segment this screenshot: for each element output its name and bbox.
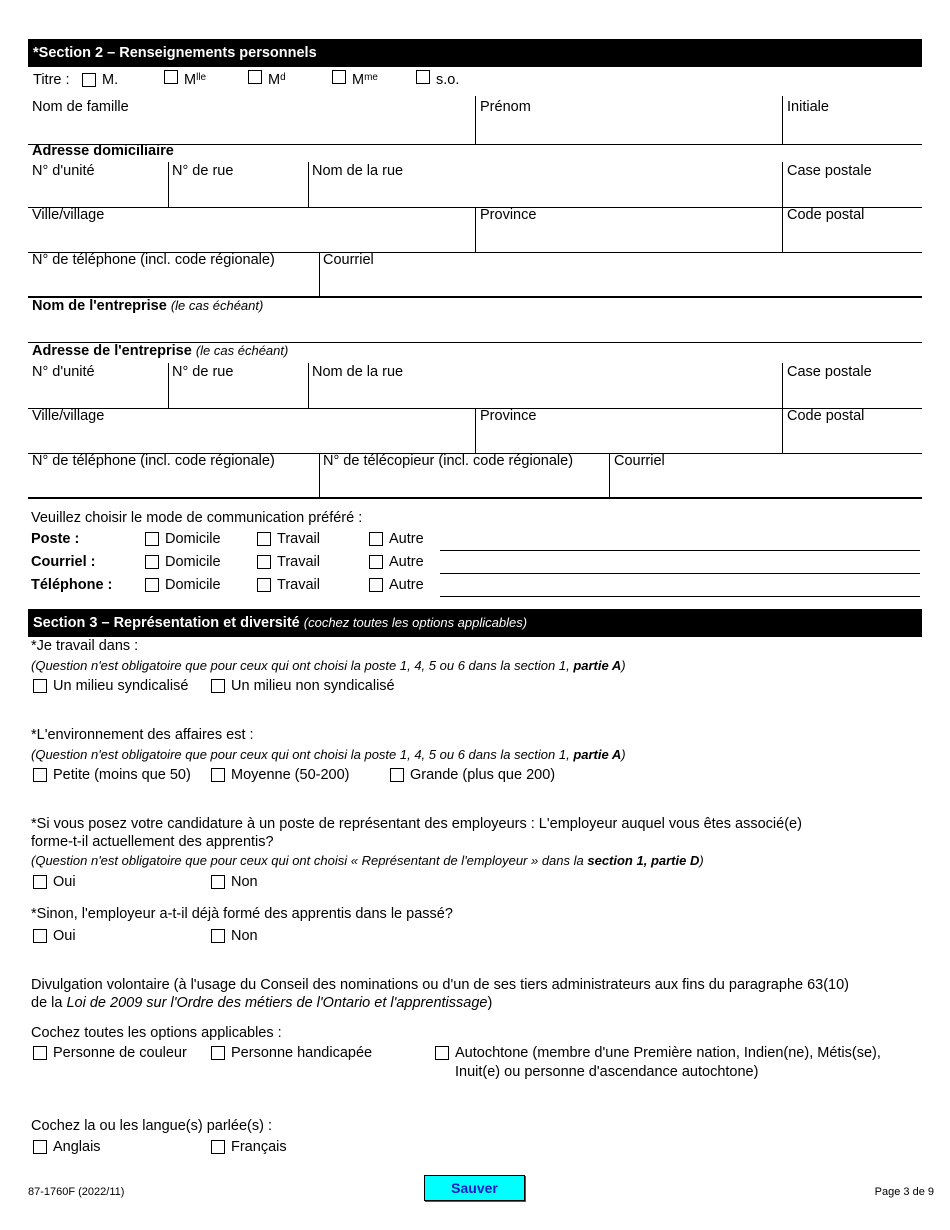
telephone-domicile-label: Domicile [165, 577, 221, 593]
q3-non-label: Non [231, 874, 258, 890]
moyenne-label: Moyenne (50-200) [231, 767, 350, 783]
personne-handicapee-checkbox[interactable] [211, 1046, 225, 1060]
save-button[interactable]: Sauver [424, 1175, 525, 1201]
q4-non-checkbox[interactable] [211, 929, 225, 943]
home-province-label: Province [480, 207, 537, 223]
section-3-header: Section 3 – Représentation et diversité (cochez toutes les options applicables) [28, 609, 922, 637]
poste-autre-checkbox[interactable] [369, 532, 383, 546]
communication-question: Veuillez choisir le mode de communication préféré : [31, 510, 363, 526]
courriel-autre-label: Autre [389, 554, 424, 570]
title-checkbox-mme[interactable] [332, 70, 346, 84]
telephone-autre-field[interactable] [440, 596, 920, 597]
biz-courriel-label: Courriel [614, 453, 665, 469]
biz-province-label: Province [480, 408, 537, 424]
syndicalise-label: Un milieu syndicalisé [53, 678, 189, 694]
poste-travail-label: Travail [277, 531, 320, 547]
syndicalise-checkbox[interactable] [33, 679, 47, 693]
q3-oui-label: Oui [53, 874, 76, 890]
q4-label: *Sinon, l'employeur a-t-il déjà formé des apprentis dans le passé? [31, 906, 453, 922]
title-option-mme: $M^{me}$ [352, 72, 378, 88]
title-option-so: s.o. [436, 72, 460, 88]
cochez-label: Cochez toutes les options applicables : [31, 1025, 282, 1041]
home-no-rue-label: N° de rue [172, 163, 234, 179]
divulgation-line1: Divulgation volontaire (à l'usage du Conseil des nominations ou d'un de ses tiers administrateurs aux fins du paragraphe 63(10) [31, 977, 850, 993]
francais-label: Français [231, 1139, 287, 1155]
title-option-m: M. [102, 72, 119, 88]
title-checkbox-so[interactable] [416, 70, 430, 84]
telephone-travail-checkbox[interactable] [257, 578, 271, 592]
anglais-label: Anglais [53, 1139, 101, 1155]
initiale-label: Initiale [787, 99, 829, 115]
title-option-mlle: $M^{lle}$ [184, 72, 207, 88]
divulgation-line2: de la Loi de 2009 sur l'Ordre des métiers de l'Ontario et l'apprentissage) [31, 995, 493, 1011]
home-ville-label: Ville/village [32, 207, 105, 223]
home-nom-rue-label: Nom de la rue [312, 163, 404, 179]
courriel-domicile-checkbox[interactable] [145, 555, 159, 569]
home-case-postale-label: Case postale [787, 163, 872, 179]
biz-telecopieur-label: N° de télécopieur (incl. code régionale) [323, 453, 574, 469]
q1-label: *Je travail dans : [31, 638, 139, 654]
q4-oui-label: Oui [53, 928, 76, 944]
title-option-md: $M^d$ [268, 72, 286, 88]
grande-checkbox[interactable] [390, 768, 404, 782]
petite-label: Petite (moins que 50) [53, 767, 191, 783]
biz-ville-label: Ville/village [32, 408, 105, 424]
q3-note: (Question n'est obligatoire que pour ceux qui ont choisi « Représentant de l'employeur » dans la section 1, partie D) [31, 853, 704, 868]
biz-nom-rue-label: Nom de la rue [312, 364, 404, 380]
petite-checkbox[interactable] [33, 768, 47, 782]
poste-domicile-checkbox[interactable] [145, 532, 159, 546]
biz-telephone-label: N° de téléphone (incl. code régionale) [32, 453, 275, 469]
section-2-header: *Section 2 – Renseignements personnels [28, 39, 922, 67]
courriel-travail-label: Travail [277, 554, 320, 570]
home-code-postal-label: Code postal [787, 207, 865, 223]
non-syndicalise-checkbox[interactable] [211, 679, 225, 693]
title-checkbox-md[interactable] [248, 70, 262, 84]
title-checkbox-mlle[interactable] [164, 70, 178, 84]
comm-row-telephone: Téléphone : [31, 577, 113, 593]
adresse-entreprise-label: Adresse de l'entreprise (le cas échéant) [32, 343, 289, 359]
telephone-travail-label: Travail [277, 577, 320, 593]
personne-couleur-checkbox[interactable] [33, 1046, 47, 1060]
non-syndicalise-label: Un milieu non syndicalisé [231, 678, 395, 694]
courriel-domicile-label: Domicile [165, 554, 221, 570]
q2-label: *L'environnement des affaires est : [31, 727, 254, 743]
biz-code-postal-label: Code postal [787, 408, 865, 424]
anglais-checkbox[interactable] [33, 1140, 47, 1154]
poste-travail-checkbox[interactable] [257, 532, 271, 546]
q4-oui-checkbox[interactable] [33, 929, 47, 943]
langues-label: Cochez la ou les langue(s) parlée(s) : [31, 1118, 272, 1134]
biz-no-rue-label: N° de rue [172, 364, 234, 380]
comm-row-poste: Poste : [31, 531, 80, 547]
comm-row-courriel: Courriel : [31, 554, 96, 570]
nom-entreprise-label: Nom de l'entreprise (le cas échéant) [32, 298, 264, 314]
grande-label: Grande (plus que 200) [410, 767, 556, 783]
q4-non-label: Non [231, 928, 258, 944]
autochtone-line1: Autochtone (membre d'une Première nation, Indien(ne), Métis(se), [455, 1045, 881, 1061]
courriel-autre-field[interactable] [440, 573, 920, 574]
poste-domicile-label: Domicile [165, 531, 221, 547]
q3-line1: *Si vous posez votre candidature à un poste de représentant des employeurs : L'employeur auquel vous êtes associé(e) [31, 816, 802, 832]
home-telephone-label: N° de téléphone (incl. code régionale) [32, 252, 275, 268]
francais-checkbox[interactable] [211, 1140, 225, 1154]
q3-oui-checkbox[interactable] [33, 875, 47, 889]
autochtone-checkbox[interactable] [435, 1046, 449, 1060]
q2-note: (Question n'est obligatoire que pour ceux qui ont choisi la poste 1, 4, 5 ou 6 dans la section 1, partie A) [31, 747, 626, 762]
page-number: Page 3 de 9 [874, 1186, 934, 1198]
telephone-domicile-checkbox[interactable] [145, 578, 159, 592]
q3-non-checkbox[interactable] [211, 875, 225, 889]
q1-note: (Question n'est obligatoire que pour ceux qui ont choisi la poste 1, 4, 5 ou 6 dans la section 1, partie A) [31, 658, 626, 673]
poste-autre-field[interactable] [440, 550, 920, 551]
home-courriel-label: Courriel [323, 252, 374, 268]
titre-label: Titre : [33, 72, 70, 88]
courriel-autre-checkbox[interactable] [369, 555, 383, 569]
form-number: 87-1760F (2022/11) [28, 1186, 125, 1198]
nom-famille-label: Nom de famille [32, 99, 129, 115]
prenom-label: Prénom [480, 99, 531, 115]
telephone-autre-label: Autre [389, 577, 424, 593]
personne-handicapee-label: Personne handicapée [231, 1045, 373, 1061]
moyenne-checkbox[interactable] [211, 768, 225, 782]
poste-autre-label: Autre [389, 531, 424, 547]
biz-unite-label: N° d'unité [32, 364, 95, 380]
biz-case-postale-label: Case postale [787, 364, 872, 380]
adresse-domiciliaire-label: Adresse domiciliaire [32, 143, 174, 159]
personne-couleur-label: Personne de couleur [53, 1045, 187, 1061]
telephone-autre-checkbox[interactable] [369, 578, 383, 592]
home-unite-label: N° d'unité [32, 163, 95, 179]
courriel-travail-checkbox[interactable] [257, 555, 271, 569]
q3-line2: forme-t-il actuellement des apprentis? [31, 834, 274, 850]
autochtone-line2: Inuit(e) ou personne d'ascendance autochtone) [455, 1064, 759, 1080]
title-checkbox-m[interactable] [82, 73, 96, 87]
